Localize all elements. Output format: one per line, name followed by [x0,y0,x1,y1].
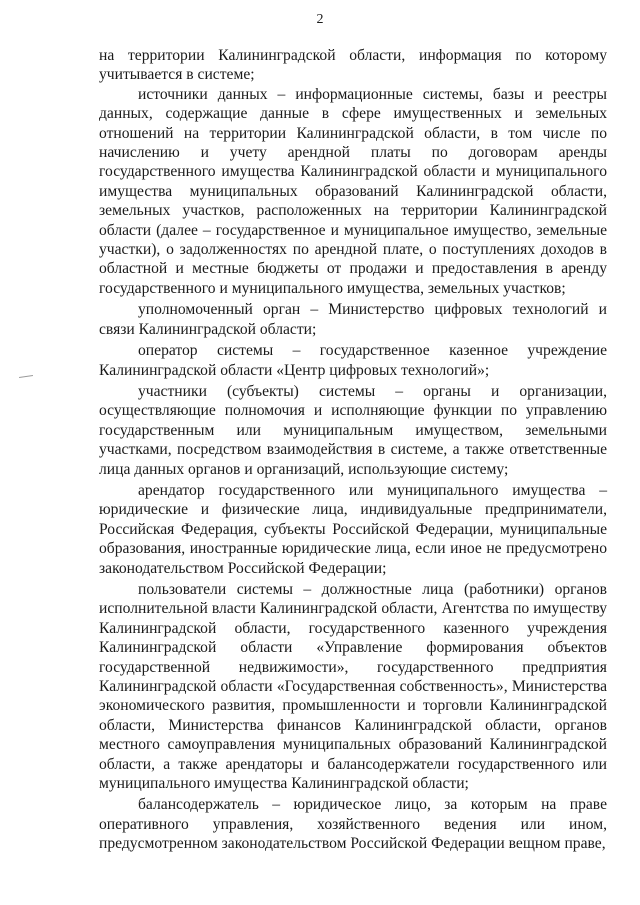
paragraph-tenant: арендатор государственного или муниципального имущества – юридические и физические лица, индивидуальные предприниматели, Российская Федерация, субъекты Российской Федерации, муниципальные образования, иностранные юридические лица, если иное не предусмотрено законодательством Российской Федерации; [99,481,607,577]
paragraph-participants: участники (субъекты) системы – органы и организации, осуществляющие полномочия и исполняющие функции по управлению государственным или муниципальным имуществом, земельными участками, посредством взаимодействия в системе, а также ответственные лица данных органов и организаций, использующие систему; [99,382,607,478]
paragraph-balance-holder: балансодержатель – юридическое лицо, за которым на праве оперативного управления, хозяйственного ведения или ином, предусмотренном законодательством Российской Федерации вещном праве, [99,796,607,853]
document-text [99,46,607,854]
paragraph-data-sources: источники данных – информационные системы, базы и реестры данных, содержащие данные в сфере имущественных и земельных отношений на территории Калининградской области, в том числе по начислению и учету арендной платы по договорам аренды государственного имущества Калининградской области и муниципального имущества муниципальных образований Калининградской области, земельных участков, расположенных на территории Калининградской области (далее – государственное и муниципальное имущество, земельные участки), о задолженностях по арендной плате, о поступлениях доходов в областной и местные бюджеты от продажи и предоставления в аренду государственного и муниципального имущества, земельных участков; [99,85,607,297]
page-number: 2 [316,12,324,27]
paragraph-continuation: на территории Калининградской области, информация по которому учитывается в системе; [99,47,607,84]
paragraph-authorized-body: уполномоченный орган – Министерство цифровых технологий и связи Калининградской области; [99,301,607,338]
paragraph-system-operator: оператор системы – государственное казенное учреждение Калининградской области «Центр цифровых технологий»; [99,342,607,379]
scan-mark-left [19,375,33,378]
paragraph-system-users: пользователи системы – должностные лица (работники) органов исполнительной власти Калининградской области, Агентства по имуществу Калининградской области, государственного казенного учреждения Калининградской области «Управление формирования объектов государственной недвижимости», государственного предприятия Калининградской области «Государственная собственность», Министерства экономического развития, промышленности и торговли Калининградской области, Министерства финансов Калининградской области, органов местного самоуправления муниципальных образований Калининградской области, а также арендаторы и балансодержатели государственного или муниципального имущества Калининградской области; [99,580,607,793]
